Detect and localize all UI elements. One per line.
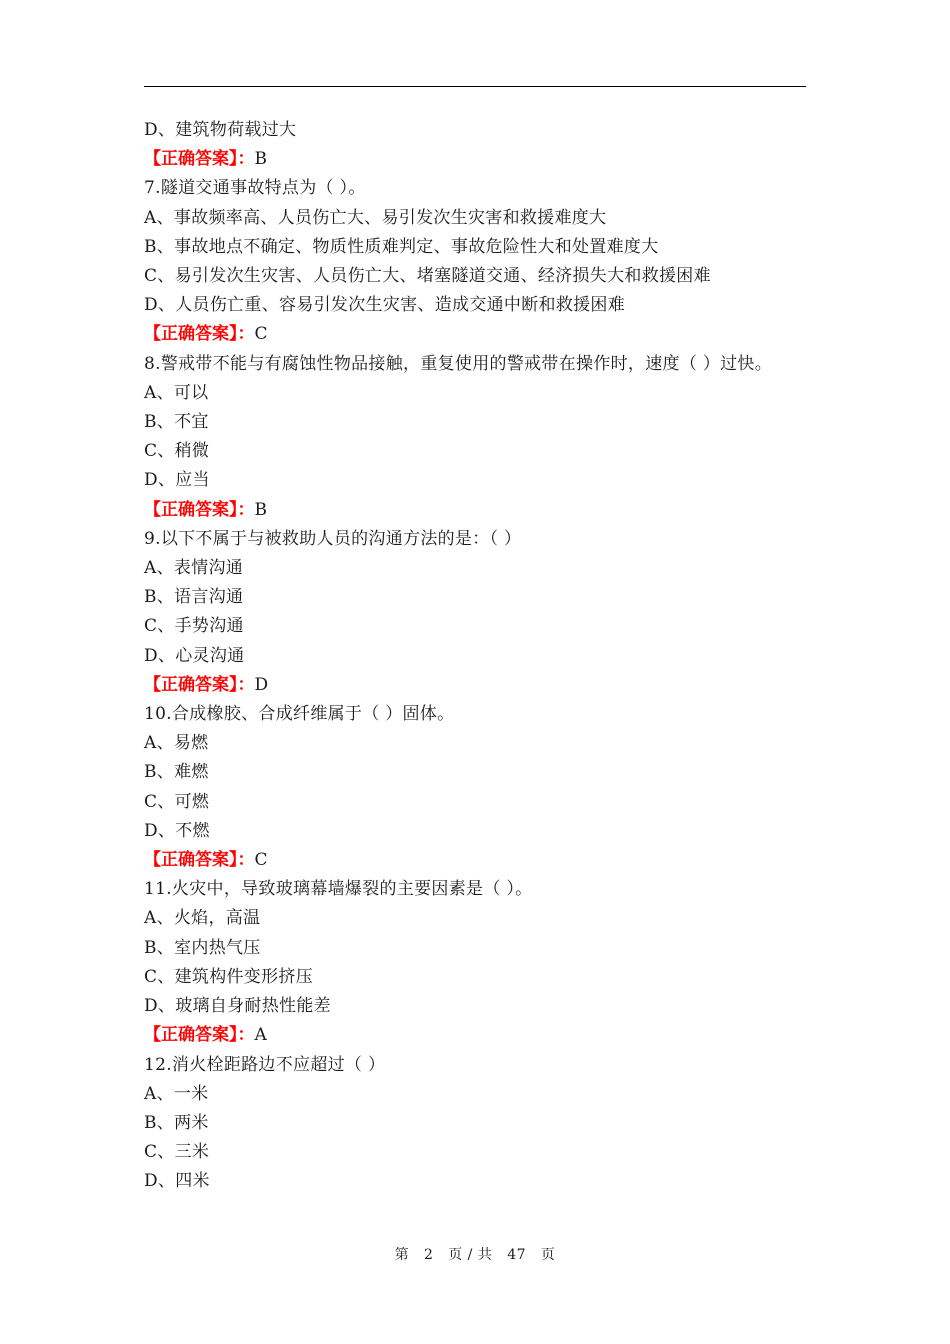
document-body bbox=[144, 116, 808, 1197]
option-text: D、心灵沟通 bbox=[144, 645, 245, 666]
answer-label: 【正确答案】： bbox=[144, 149, 255, 170]
footer-current-page: 2 bbox=[423, 1247, 434, 1263]
question-text: 12.消火栓距路边不应超过（ ） bbox=[144, 1054, 386, 1075]
question-text: 11.火灾中，导致玻璃幕墙爆裂的主要因素是（ ）。 bbox=[144, 879, 533, 900]
answer-label: 【正确答案】： bbox=[144, 499, 255, 520]
answer-label: 【正确答案】： bbox=[144, 324, 255, 345]
footer-middle: 页 / 共 bbox=[448, 1247, 493, 1263]
answer-value: A bbox=[254, 1025, 268, 1046]
answer-value: B bbox=[254, 499, 268, 520]
footer-prefix: 第 bbox=[394, 1247, 410, 1263]
option-text: C、手势沟通 bbox=[144, 616, 244, 637]
answer-value: C bbox=[254, 850, 268, 871]
answer-line bbox=[144, 145, 808, 174]
option-text: B、两米 bbox=[144, 1112, 209, 1133]
option-text: D、不燃 bbox=[144, 820, 210, 841]
answer-label: 【正确答案】： bbox=[144, 850, 255, 871]
option-text: C、可燃 bbox=[144, 791, 210, 812]
option-text: A、表情沟通 bbox=[144, 558, 244, 579]
header-rule bbox=[144, 86, 806, 87]
answer-value: C bbox=[254, 324, 268, 345]
option-text: C、三米 bbox=[144, 1142, 210, 1163]
option-text: A、易燃 bbox=[144, 733, 209, 754]
answer-line bbox=[144, 846, 808, 875]
answer-line bbox=[144, 671, 808, 700]
question-text: 8.警戒带不能与有腐蚀性物品接触，重复使用的警戒带在操作时，速度（ ）过快。 bbox=[144, 353, 773, 374]
option-text: D、人员伤亡重、容易引发次生灾害、造成交通中断和救援困难 bbox=[144, 295, 626, 316]
option-text: D、四米 bbox=[144, 1171, 210, 1192]
question-text: 9.以下不属于与被救助人员的沟通方法的是：（ ） bbox=[144, 528, 522, 549]
question-text: 7.隧道交通事故特点为（ ）。 bbox=[144, 178, 366, 199]
question-text: 10.合成橡胶、合成纤维属于（ ）固体。 bbox=[144, 704, 455, 725]
answer-value: B bbox=[254, 149, 268, 170]
option-text: B、难燃 bbox=[144, 762, 209, 783]
option-text: D、应当 bbox=[144, 470, 210, 491]
option-text: C、建筑构件变形挤压 bbox=[144, 966, 314, 987]
option-text: D、玻璃自身耐热性能差 bbox=[144, 996, 331, 1017]
answer-label: 【正确答案】： bbox=[144, 674, 255, 695]
option-text: D、建筑物荷载过大 bbox=[144, 120, 297, 140]
page-footer bbox=[0, 1244, 950, 1264]
footer-suffix: 页 bbox=[540, 1247, 556, 1263]
answer-line bbox=[144, 1021, 808, 1050]
option-text: A、可以 bbox=[144, 382, 209, 403]
footer-total-pages: 47 bbox=[507, 1247, 527, 1263]
option-text: A、事故频率高、人员伤亡大、易引发次生灾害和救援难度大 bbox=[144, 207, 607, 228]
option-text: B、不宜 bbox=[144, 412, 209, 433]
answer-line bbox=[144, 320, 808, 349]
option-text: B、语言沟通 bbox=[144, 587, 244, 608]
option-text: C、易引发次生灾害、人员伤亡大、堵塞隧道交通、经济损失大和救援困难 bbox=[144, 266, 711, 287]
answer-label: 【正确答案】： bbox=[144, 1025, 255, 1046]
option-text: A、火焰，高温 bbox=[144, 908, 261, 929]
answer-value: D bbox=[254, 674, 269, 695]
option-text: B、室内热气压 bbox=[144, 937, 261, 958]
option-text: A、一米 bbox=[144, 1083, 209, 1104]
answer-line bbox=[144, 496, 808, 525]
option-text: C、稍微 bbox=[144, 441, 210, 462]
option-text: B、事故地点不确定、物质性质难判定、事故危险性大和处置难度大 bbox=[144, 236, 659, 257]
